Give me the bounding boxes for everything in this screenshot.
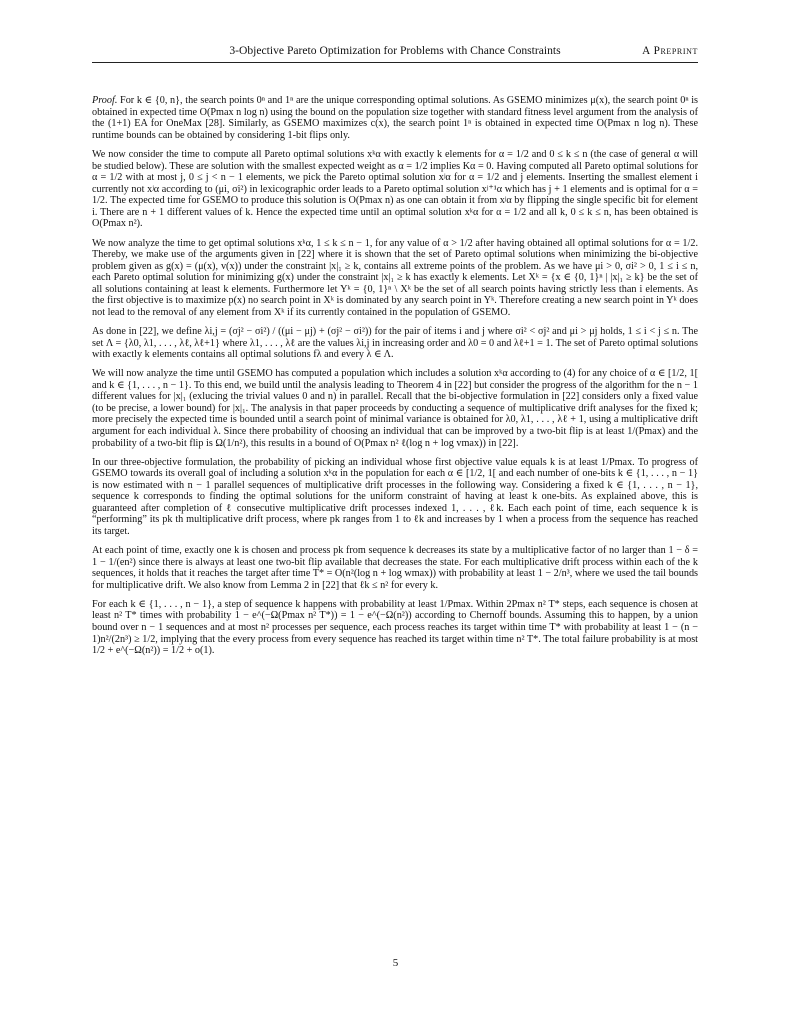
paragraph: As done in [22], we define λi,j = (σj² − σi²) / ((μi − μj) + (σj² − σi²)) for the pair of items i and j where σi² < σj² and μi > μj holds, 1 ≤ i < j ≤ n. The set Λ = {λ0, λ1, . . . , λℓ, λℓ+1} where λ1, . . . , λℓ are the values λi,j in increasing order and λ0 = 0 and λℓ+1 = 1. The set of Pareto optimal solutions with exactly k elements contains all optimal solutions fλ and every λ ∈ Λ. xyxy=(92,326,698,361)
paragraph-text: For k ∈ {0, n}, the search points 0ⁿ and 1ⁿ are the unique corresponding optimal solutions. As GSEMO minimizes μ(x), the search point 0ⁿ is obtained in expected time O(Pmax n log n) using the bound on the population size together with standard fitness level argument from the analysis of the (1+1) EA for OneMax [28]. Similarly, as GSEMO maximizes c(x), the search point 1ⁿ is obtained in expected time O(Pmax n log n). These runtime bounds can be obtained by considering 1-bit flips only. xyxy=(92,95,698,141)
paragraph: At each point of time, exactly one k is chosen and process pk from sequence k decreases its state by a multiplicative factor of no larger than 1 − δ = 1 − 1/(en²) since there is always at least one two-bit flip available that decreases the state. For each multiplicative drift process within each of the k sequences, it holds that it reaches the target after time T* = O(n²(log n + log wmax)) with probability at least 1 − 2/n³, where we used the tail bounds for multiplicative drift. We also know from Lemma 2 in [22] that ℓk ≤ n² for every k. xyxy=(92,545,698,591)
paragraph: We now analyze the time to get optimal solutions xᵏα, 1 ≤ k ≤ n − 1, for any value of α > 1/2 after having obtained all optimal solutions for α = 1/2. Thereby, we make use of the arguments given in [22] where it is shown that the set of Pareto optimal solutions when minimizing the bi-objective problem given as g(x) = (μ(x), v(x)) under the constraint |x|₁ ≥ k, contains all extreme points of the problem. As we have μi > 0, σi² > 0, 1 ≤ i ≤ n, each Pareto optimal solution for minimizing g(x) under the constraint |x|₁ ≥ k has exactly k elements. Let Xᵏ = {x ∈ {0, 1}ⁿ | |x|₁ ≥ k} be the set of all solutions containing at least k elements. Furthermore let Yᵏ = {0, 1}ⁿ \ Xᵏ be the set of all search points having strictly less than i elements. As the first objective is to maximize p(x) no search point in Xᵏ is dominated by any search point in Yᵏ. Therefore creating a new search point in Yᵏ does not lead to the removal of any element from Xᵏ if its currently contained in the population of GSEMO. xyxy=(92,237,698,318)
paragraph: For each k ∈ {1, . . . , n − 1}, a step of sequence k happens with probability at least 1/Pmax. Within 2Pmax n² T* steps, each sequence is chosen at least n² T* times with probability 1 − e^(−Ω(Pmax n² T*)) = 1 − e^(−Ω(n²)) according to Chernoff bounds. Assuming this to happen, by a union bound over n − 1 sequences and at most n² processes per sequence, each process reaches its target within time T* with probability at least 1 − (n − 1)n²/(2n³) ≥ 1/2, implying that the every process from every sequence has reached its target within time n² T*. The total failure probability is at most 1/2 + e^(−Ω(n²)) = 1/2 + o(1). xyxy=(92,598,698,657)
paragraph: We will now analyze the time until GSEMO has computed a population which includes a solution xᵏα according to (4) for any choice of α ∈ [1/2, 1[ and k ∈ {1, . . . , n − 1}. To this end, we build until the analysis leading to Theorem 4 in [22] but consider the progress of the algorithm for the n − 1 different values for |x|₁ (exlucing the trivial values 0 and n) in parallel. Recall that the bi-objective formulation in [22] considers only a fixed value (to be precise, a lower bound) for |x|₁. The analysis in that paper proceeds by conducting a sequence of multiplicative drift analyses for the fixed k; more precisely the expected time is bounded until a search point of minimal variance is obtained for λ0, λ1, . . . , λℓ + 1, using a multiplicative drift argument for each individual λ. Since there probability of choosing an individual that can be improved by a two-bit flip is at least 1/(Pmax) and the probability of a two-bit flip is Ω(1/n²), this results in a bound of O(Pmax n² ℓ(log n + log vmax)) in [22]. xyxy=(92,368,698,449)
body-text xyxy=(92,95,698,664)
running-header xyxy=(92,44,698,63)
paragraph: We now consider the time to compute all Pareto optimal solutions xᵏα with exactly k elements for α = 1/2 and 0 ≤ k ≤ n (the case of general α will be studied below). These are solution with the smallest expected weight as α = 1/2 implies Kα = 0. Having computed all Pareto optimal solutions for α = 1/2 with at most j, 0 ≤ j < n − 1 elements, we pick the Pareto optimal solution xʲα for α = 1/2 and j elements. Inserting the smallest element i currently not xʲα according to (μi, σi²) in lexicographic order leads to a Pareto optimal solution xʲ⁺¹α which has j + 1 elements and is optimal for α = 1/2. The expected time for GSEMO to produce this solution is O(Pmax n) as one can obtain it from xʲα by flipping the single specific bit for element i. There are n + 1 different values of k. Hence the expected time until an optimal solution xᵏα for α = 1/2 and all k, 0 ≤ k ≤ n, has been obtained is O(Pmax n²). xyxy=(92,149,698,230)
paragraph-proof xyxy=(92,95,698,141)
running-title: 3-Objective Pareto Optimization for Problems with Chance Constraints xyxy=(229,44,561,57)
page-number: 5 xyxy=(392,957,399,969)
proof-label: Proof. xyxy=(92,95,118,106)
paragraph: In our three-objective formulation, the probability of picking an individual whose first objective value equals k is at least 1/Pmax. To progress of GSEMO towards its overall goal of including a solution xᵏα in the population for each α ∈ [1/2, 1[ and each number of one-bits k ∈ {1, . . . , n − 1} is now estimated with n − 1 parallel sequences of multiplicative drift processes in the following way. Considering a fixed k ∈ {1, . . . , n − 1}, sequence k corresponds to finding the optimal solutions for the uniform constraint of having at least k one-bits. As explained above, this is guaranteed after completion of ℓ consecutive multiplicative drift processes indexed 1, . . . , ℓk. Each each point of time, each sequence k is “performing” its pk th multiplicative drift process, where pk ranges from 1 to ℓk and increases by 1 when a process from the sequence has reached its target. xyxy=(92,456,698,537)
preprint-tag: A Preprint xyxy=(642,45,698,57)
